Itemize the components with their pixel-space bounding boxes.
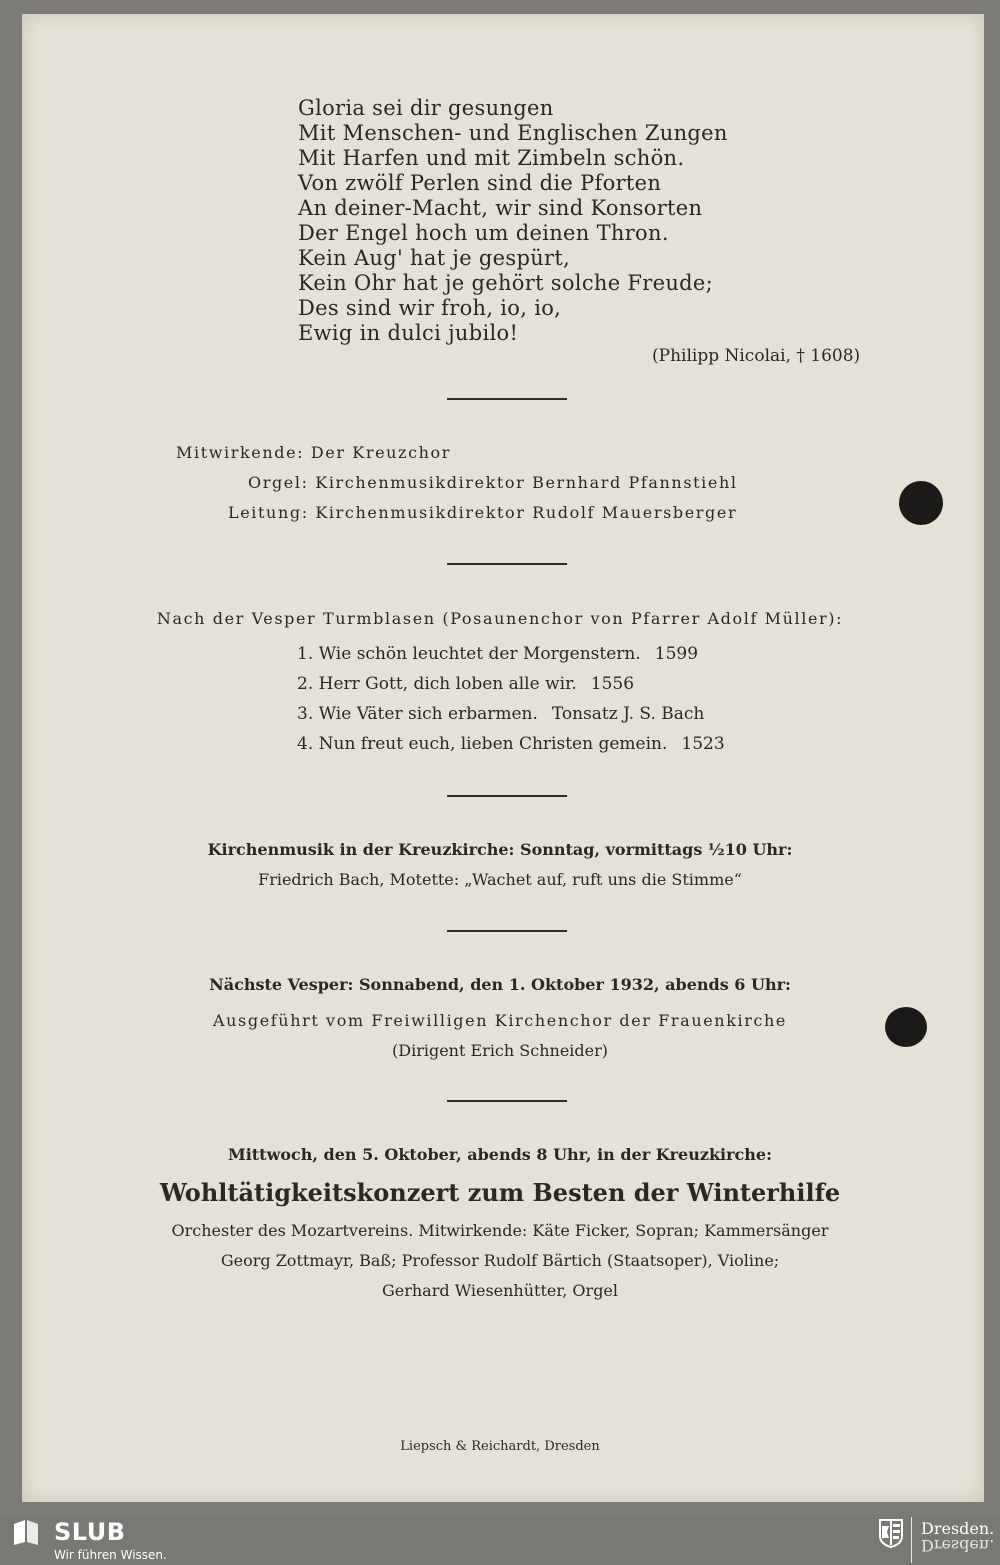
dresden-coat-of-arms-icon: [878, 1518, 904, 1548]
poem-line: Ewig in dulci jubilo!: [298, 321, 519, 345]
next-vesper-line: Ausgeführt vom Freiwilligen Kirchenchor der Frauenkirche: [212, 1011, 787, 1030]
list-item-note: Tonsatz J. S. Bach: [551, 704, 705, 724]
turmblasen-heading: Nach der Vesper Turmblasen (Posaunenchor von Pfarrer Adolf Müller):: [156, 609, 844, 628]
poem-line: An deiner-Macht, wir sind Konsorten: [298, 196, 703, 220]
list-item-year: 1599: [654, 644, 699, 664]
footer-separator: [911, 1517, 912, 1563]
list-item: [297, 704, 704, 724]
slub-logo-text[interactable]: SLUB: [54, 1518, 126, 1546]
section-divider: [447, 1100, 567, 1102]
list-item: [297, 674, 634, 694]
kirchenmusik-line: Kirchenmusik in der Kreuzkirche: Sonntag, vormittags ½10 Uhr:: [207, 840, 793, 859]
poem-line: Von zwölf Perlen sind die Pforten: [298, 171, 662, 195]
slub-tagline: Wir führen Wissen.: [54, 1548, 167, 1562]
poem-line: Mit Menschen- und Englischen Zungen: [298, 121, 728, 145]
poem-line: Mit Harfen und mit Zimbeln schön.: [298, 146, 685, 170]
dresden-logo-reflection: Dresden.: [921, 1536, 995, 1555]
slub-book-icon: [12, 1518, 40, 1546]
concert-line: Orchester des Mozartvereins. Mitwirkende: Käte Ficker, Sopran; Kammersänger: [171, 1221, 829, 1240]
poem-line: Kein Ohr hat je gehört solche Freude;: [298, 271, 714, 295]
list-item-year: 1523: [681, 734, 725, 754]
participants-line: Leitung: Kirchenmusikdirektor Rudolf Mauersberger: [228, 503, 738, 522]
dresden-logo-text[interactable]: Dresden.: [921, 1519, 995, 1538]
next-vesper-line: Nächste Vesper: Sonnabend, den 1. Oktober 1932, abends 6 Uhr:: [209, 975, 791, 994]
list-item: [297, 644, 698, 664]
kirchenmusik-line: Friedrich Bach, Motette: „Wachet auf, ruft uns die Stimme“: [258, 870, 742, 889]
poem-line: Gloria sei dir gesungen: [298, 96, 554, 120]
list-item-title: 1. Wie schön leuchtet der Morgenstern.: [297, 644, 641, 664]
poem-line: Des sind wir froh, io, io,: [298, 296, 562, 320]
list-item: [297, 734, 725, 754]
list-item-title: 4. Nun freut euch, lieben Christen gemein.: [297, 734, 668, 754]
list-item-title: 3. Wie Väter sich erbarmen.: [297, 704, 538, 724]
concert-title: Wohltätigkeitskonzert zum Besten der Winterhilfe: [159, 1178, 841, 1207]
participants-line: Orgel: Kirchenmusikdirektor Bernhard Pfannstiehl: [248, 473, 738, 492]
section-divider: [447, 398, 567, 400]
section-divider: [447, 930, 567, 932]
poem-line: Kein Aug' hat je gespürt,: [298, 246, 571, 270]
participants-line: Mitwirkende: Der Kreuzchor: [176, 443, 452, 462]
list-item-year: 1556: [590, 674, 635, 694]
punch-hole: [899, 481, 943, 525]
poem-attribution: (Philipp Nicolai, † 1608): [652, 346, 861, 366]
section-divider: [447, 795, 567, 797]
concert-date: Mittwoch, den 5. Oktober, abends 8 Uhr, in der Kreuzkirche:: [228, 1145, 772, 1164]
viewer-footer: [0, 1515, 1000, 1565]
printer-imprint: Liepsch & Reichardt, Dresden: [400, 1439, 600, 1454]
section-divider: [447, 563, 567, 565]
poem-line: Der Engel hoch um deinen Thron.: [298, 221, 669, 245]
next-vesper-line: (Dirigent Erich Schneider): [392, 1041, 608, 1060]
concert-line: Georg Zottmayr, Baß; Professor Rudolf Bärtich (Staatsoper), Violine;: [220, 1251, 780, 1270]
list-item-title: 2. Herr Gott, dich loben alle wir.: [297, 674, 577, 694]
punch-hole: [885, 1007, 927, 1047]
concert-line: Gerhard Wiesenhütter, Orgel: [381, 1281, 619, 1300]
